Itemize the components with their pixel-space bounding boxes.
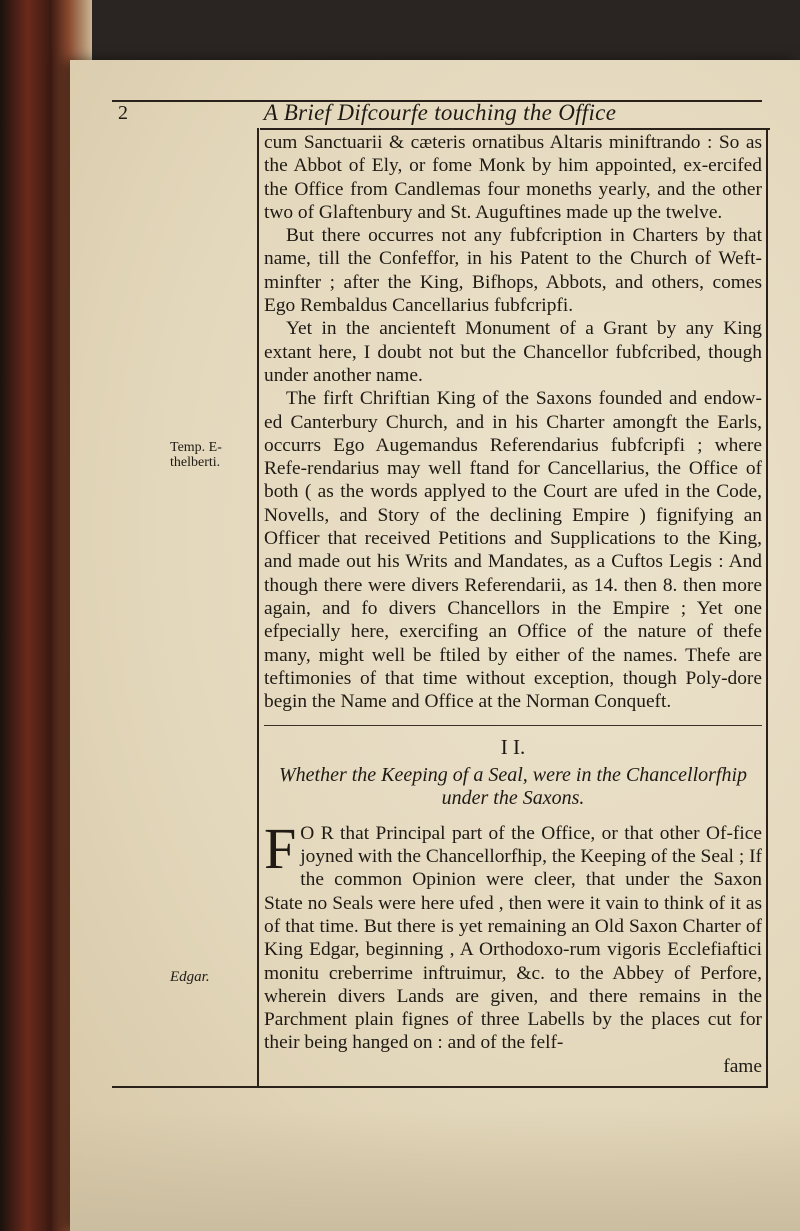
page-header xyxy=(110,100,770,126)
section-separator xyxy=(264,725,762,726)
drop-cap: F xyxy=(264,815,297,881)
catchword: fame xyxy=(723,1055,762,1077)
paragraph-2: But there occurres not any fubfcription in Charters by that name, till the Confeffor, in his Patent to the Church of Weft-minfter ; after the King, Bifhops, Abbots, and others, comes Ego Rembaldus Cancellarius fubfcripfi. xyxy=(264,225,762,317)
margin-note-edgar: Edgar. xyxy=(170,969,210,985)
section-title: Whether the Keeping of a Seal, were in the Chancellorfhip under the Saxons. xyxy=(278,763,748,809)
page-number: 2 xyxy=(118,102,128,124)
paragraph-1: cum Sanctuarii & cæteris ornatibus Altaris miniftrando : So as the Abbot of Ely, or fome Monk by him appointed, ex-ercifed the Office from Candlemas four moneths yearly, and the other two of Glaftenbury and St. Auguftines made up the twelve. xyxy=(264,132,762,223)
margin-note-temp: Temp. E-thelberti. xyxy=(170,440,222,470)
paragraph-5 xyxy=(264,815,762,1055)
running-title: A Brief Difcourfe touching the Office xyxy=(263,100,617,125)
section-number: I I. xyxy=(500,735,526,760)
body-text xyxy=(264,131,762,1078)
right-column-rule xyxy=(766,128,768,1088)
page-shadow xyxy=(70,1110,800,1231)
header-rule xyxy=(260,128,770,130)
paragraph-5-text: O R that Principal part of the Office, or that other Of-fice joyned with the Chancellorfhip, the Keeping of the Seal ; If the common Opinion were cleer, that under the Saxon State no Seals were here ufed , then were it vain to think of it as of that time. But there is yet remaining an Old Saxon Charter of King Edgar, beginning , A Orthodoxo-rum vigoris Ecclefiaftici monitu creberrime inftruimur, &c. to the Abbey of Perfore, wherein divers Lands are given, and there remains in the Parchment plain fignes of three Labells by the places cut for their being hanged on : and of the felf- xyxy=(264,822,762,1054)
paragraph-3: Yet in the ancienteft Monument of a Grant by any King extant here, I doubt not but the Chancellor fubfcribed, though under another name. xyxy=(264,318,762,386)
paragraph-4: The firft Chriftian King of the Saxons founded and endow-ed Canterbury Church, and in his Charter amongft the Earls, occurrs Ego Augemandus Referendarius fubfcripfi ; where Refe-rendarius may well ftand for Cancellarius, the Office of both ( as the words applyed to the Court are ufed in the Code, Novells, and Story of the declining Empire ) fignifying an Officer that received Petitions and Supplications to the King, and made out his Writs and Mandates, as a Cuftos Legis : And though there were divers Referendarii, as 14. then 8. then more again, and fo divers Chancellors in the Empire ; Yet one efpecially here, exercifing an Office of the nature of thefe many, might well be ftiled by either of the names. Thefe are teftimonies of that time without exception, though Poly-dore begin the Name and Office at the Norman Conqueft. xyxy=(264,388,762,713)
bottom-rule xyxy=(112,1086,767,1088)
left-column-rule xyxy=(257,128,259,1088)
